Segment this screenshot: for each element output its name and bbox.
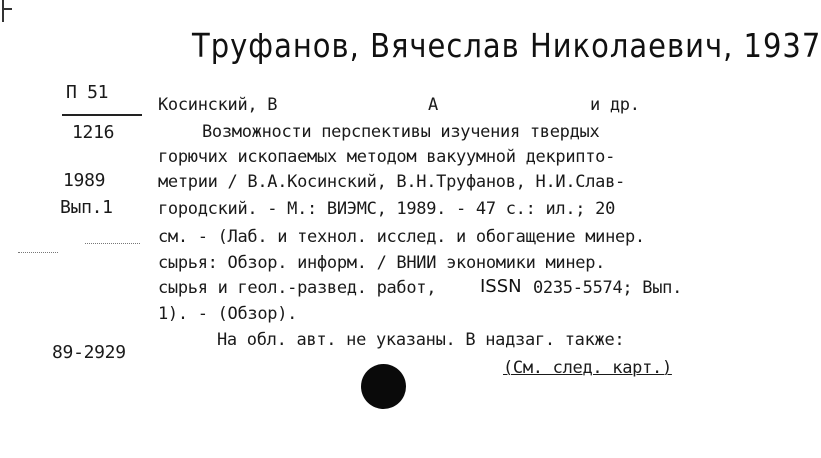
continued-note: (См. след. карт.) — [503, 358, 672, 378]
body-line: городский. - М.: ВИЭМС, 1989. - 47 с.: ил.; 20 — [158, 199, 616, 219]
note-line: На обл. авт. не указаны. В надзаг. также: — [217, 330, 625, 350]
handwritten-author-heading: Труфанов, Вячеслав Николаевич, 1937 — [192, 26, 821, 66]
body-line: см. - (Лаб. и технол. исслед. и обогащение минер. — [158, 227, 645, 247]
dotted-guide — [85, 243, 140, 244]
shelf-mark: П 51 — [66, 82, 109, 103]
author-surname: Косинский, В — [158, 95, 278, 115]
call-number-rule — [62, 114, 142, 116]
body-line: сырья и геол.-развед. работ, — [158, 278, 447, 298]
issue-number: Вып.1 — [60, 197, 113, 218]
author-etc: и др. — [590, 95, 640, 115]
issn-number: 0235-5574; Вып. — [533, 278, 683, 298]
body-line: горючих ископаемых методом вакуумной декрипто- — [158, 147, 616, 167]
body-line: Возможности перспективы изучения твердых — [202, 122, 600, 142]
corner-mark-tick — [2, 8, 12, 10]
dotted-guide — [18, 252, 58, 253]
body-line: метрии / В.А.Косинский, В.Н.Труфанов, Н.И.Слав- — [158, 172, 625, 192]
body-line: 1). - (Обзор). — [158, 304, 298, 324]
accession-number: 89-2929 — [52, 342, 126, 363]
issn-handwritten: ISSN — [480, 276, 522, 297]
corner-mark — [2, 0, 4, 22]
punch-hole — [361, 364, 406, 409]
call-number: 1216 — [72, 122, 115, 143]
author-initial: А — [428, 95, 438, 115]
body-line: сырья: Обзор. информ. / ВНИИ экономики минер. — [158, 253, 606, 273]
year: 1989 — [63, 170, 106, 191]
